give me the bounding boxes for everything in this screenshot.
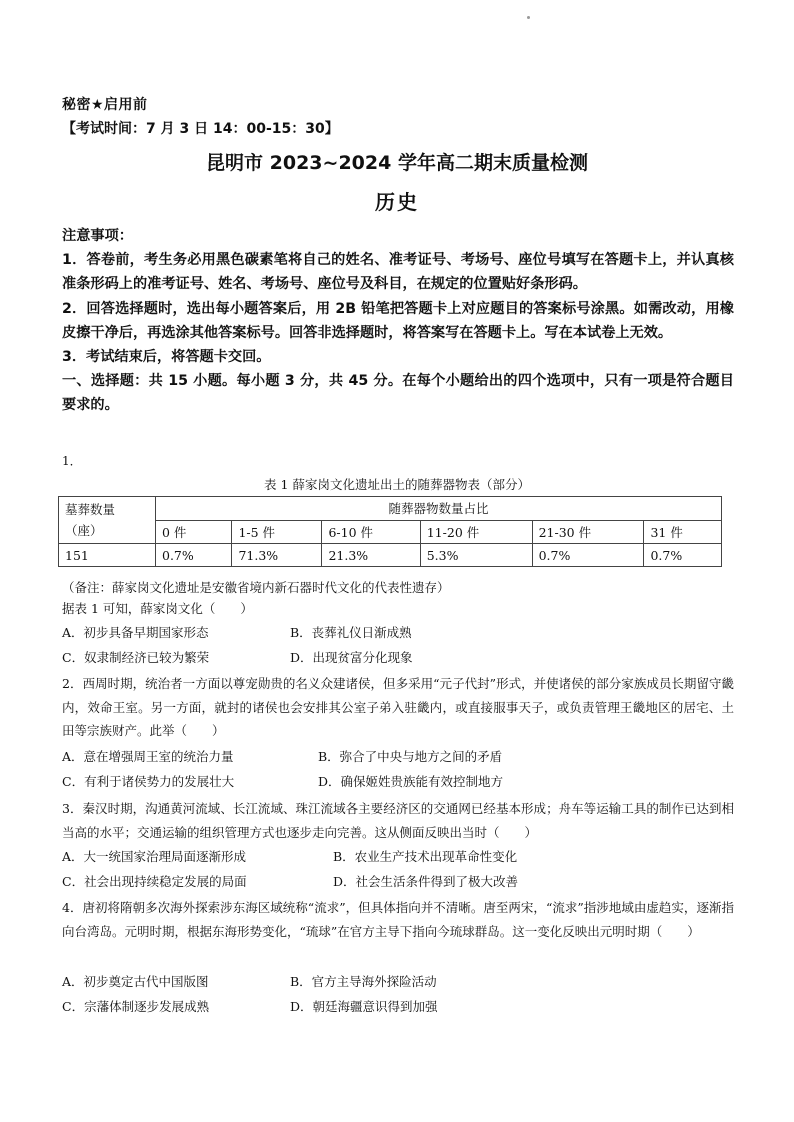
q2-stem: 2．西周时期，统治者一方面以尊宠勋贵的名义众建诸侯，但多采用“元子代封”形式，并使诸侯的部分家族成员长期留守畿内，效命王室。另一方面，就封的诸侯也会安排其公室子弟入驻畿内，或直接服事天子，或负责管理王畿地区的居宅、土田等宗族财产。此举（ ）: [62, 676, 734, 738]
q1-option-c: C．奴隶制经济已较为繁荣: [62, 650, 210, 665]
table-header-cell: 随葬器物数量占比: [156, 497, 722, 521]
q3-stem: 3．秦汉时期，沟通黄河流域、长江流域、珠江流域各主要经济区的交通网已经基本形成；舟车等运输工具的制作已达到相当高的水平；交通运输的组织管理方式也逐步走向完善。这从侧面反映出当时（ ）: [62, 801, 734, 840]
exam-time: 【考试时间：7 月 3 日 14：00-15：30】: [62, 121, 339, 137]
table-subheader-row: [59, 520, 722, 544]
table-cell: 0.7%: [644, 544, 722, 567]
header-graves: 墓葬数量: [65, 502, 116, 517]
table-cell: 0.7%: [156, 544, 232, 567]
table-cell: 0.7%: [532, 544, 644, 567]
table-cell: 5.3%: [420, 544, 532, 567]
q2-option-d: D．确保姬姓贵族能有效控制地方: [318, 774, 504, 789]
q3-option-d: D．社会生活条件得到了极大改善: [333, 874, 519, 889]
q4-stem: 4．唐初将隋朝多次海外探索涉东海区域统称“流求”，但具体指向并不清晰。唐至两宋，“流求”指涉地域由虚趋实，逐渐指向台湾岛。元明时期，根据东海形势变化，“琉球”在官方主导下指向今琉球群岛。这一变化反映出元明时期（ ）: [62, 900, 734, 939]
subject-title: 历史: [375, 190, 419, 214]
table-header-cell: [59, 497, 156, 544]
table-subheader-cell: 11-20 件: [420, 520, 532, 544]
table-subheader-cell: 1-5 件: [232, 520, 322, 544]
q3-option-b: B．农业生产技术出现革命性变化: [333, 849, 518, 864]
header-graves-unit: （座）: [65, 523, 103, 538]
exam-title: 昆明市 2023~2024 学年高二期末质量检测: [206, 152, 588, 174]
table-cell: 151: [59, 544, 156, 567]
q4-option-d: D．朝廷海疆意识得到加强: [290, 999, 438, 1014]
q2-option-c: C．有利于诸侯势力的发展壮大: [62, 774, 235, 789]
note-item: 3．考试结束后，将答题卡交回。: [62, 349, 271, 366]
section-heading: 一、选择题：共 15 小题。每小题 3 分，共 45 分。在每个小题给出的四个选项中，只有一项是符合题目要求的。: [62, 373, 734, 414]
q2-option-a: A．意在增强周王室的统治力量: [62, 749, 234, 764]
notes-block: [62, 224, 734, 418]
q4-option-a: A．初步奠定古代中国版图: [62, 974, 209, 989]
q2-option-b: B．弥合了中央与地方之间的矛盾: [318, 749, 503, 764]
note-item: 1．答卷前，考生务必用黑色碳素笔将自己的姓名、准考证号、考场号、座位号填写在答题卡上，并认真核准条形码上的准考证号、姓名、考场号、座位号及科目，在规定的位置贴好条形码。: [62, 252, 734, 293]
table-caption: 表 1 薛家岗文化遗址出土的随葬器物表（部分）: [264, 477, 530, 492]
q4-option-b: B．官方主导海外探险活动: [290, 974, 437, 989]
table-subheader-cell: 0 件: [156, 520, 232, 544]
table-subheader-cell: 6-10 件: [322, 520, 420, 544]
q3-option-a: A．大一统国家治理局面逐渐形成: [62, 849, 247, 864]
note-item: 2．回答选择题时，选出每小题答案后，用 2B 铅笔把答题卡上对应题目的答案标号涂黑。如需改动，用橡皮擦干净后，再选涂其他答案标号。回答非选择题时，将答案写在答题卡上。写在本试卷上无效。: [62, 300, 734, 341]
notes-heading: 注意事项：: [62, 228, 133, 244]
q1-option-d: D．出现贫富分化现象: [290, 650, 413, 665]
q3-option-c: C．社会出现持续稳定发展的局面: [62, 874, 247, 889]
scan-dot: [527, 16, 530, 19]
q1-option-b: B．丧葬礼仪日渐成熟: [290, 625, 412, 640]
table-remark: （备注：薛家岗文化遗址是安徽省境内新石器时代文化的代表性遗存）: [62, 580, 450, 595]
table-subheader-cell: 31 件: [644, 520, 722, 544]
table-cell: 71.3%: [232, 544, 322, 567]
q4-option-c: C．宗藩体制逐步发展成熟: [62, 999, 210, 1014]
table-row: [59, 544, 722, 567]
q1-stem: 据表 1 可知，薛家岗文化（ ）: [62, 601, 253, 616]
secret-label: 秘密★启用前: [62, 97, 148, 113]
table-header-row: [59, 497, 722, 521]
burial-table: [58, 496, 722, 567]
q1-number: 1．: [62, 454, 82, 468]
q1-option-a: A．初步具备早期国家形态: [62, 625, 209, 640]
table-cell: 21.3%: [322, 544, 420, 567]
table-subheader-cell: 21-30 件: [532, 520, 644, 544]
